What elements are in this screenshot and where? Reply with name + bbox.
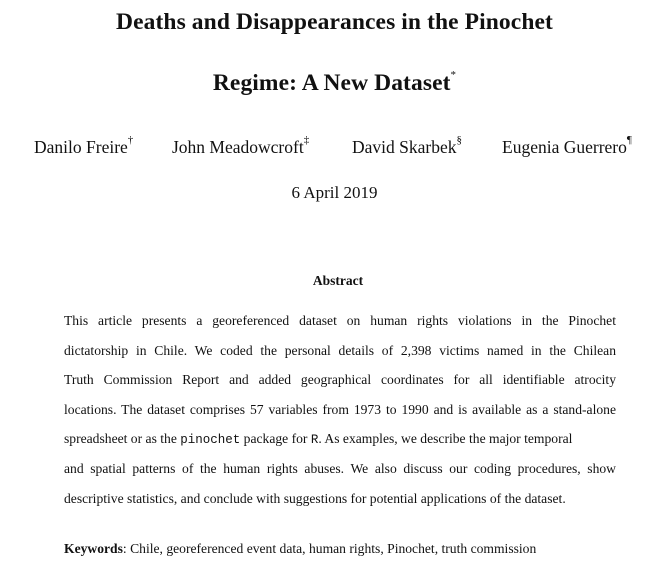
title-footnote-mark: * [450, 69, 457, 81]
author-footnote-mark: § [456, 134, 462, 146]
author-3 [352, 132, 462, 158]
author-2 [172, 132, 309, 158]
author-footnote-mark: ¶ [626, 134, 632, 146]
abstract-line-7: descriptive statistics, and conclude with suggestions for potential applications of the dataset. [64, 490, 566, 506]
language-name-code: R [310, 433, 319, 448]
paper-title-line-2 [0, 64, 669, 97]
abstract-heading: Abstract [312, 273, 364, 288]
author-1 [34, 132, 133, 158]
paper-title-line-1 [0, 8, 669, 36]
abstract-line-3: Truth Commission Report and added geographical coordinates for all identifiable atrocity [64, 372, 616, 388]
keywords-label: Keywords [64, 541, 123, 556]
package-name-code: pinochet [180, 433, 241, 448]
author-footnote-mark: ‡ [303, 134, 310, 146]
author-name: John Meadowcroft [172, 136, 304, 157]
abstract-line-4: locations. The dataset comprises 57 variables from 1973 to 1990 and is available as a stand-alone [64, 401, 616, 417]
abstract-line-5 [64, 428, 616, 458]
publication-date: 6 April 2019 [291, 183, 378, 202]
author-name: Danilo Freire [34, 136, 128, 157]
author-4 [502, 132, 632, 158]
abstract-line-6: and spatial patterns of the human rights abuses. We also discuss our coding procedures, show [64, 460, 616, 476]
paper-title-text-2: Regime: A New Dataset [212, 69, 451, 96]
abstract-line-1: This article presents a georeferenced dataset on human rights violations in the Pinochet [64, 313, 616, 328]
author-name: David Skarbek [352, 136, 457, 157]
author-footnote-mark: † [127, 134, 134, 146]
paper-title-text-1: Deaths and Disappearances in the Pinochet [116, 9, 553, 35]
author-name: Eugenia Guerrero [502, 136, 627, 157]
abstract-line-5-end: . As examples, we describe the major temporal [318, 431, 573, 447]
abstract-line-2: dictatorship in Chile. We coded the personal details of 2,398 victims named in the Chilean [64, 342, 616, 358]
keywords-text: : Chile, georeferenced event data, human rights, Pinochet, truth commission [122, 541, 537, 556]
abstract-line-5-start: spreadsheet or as the [64, 431, 181, 447]
abstract-line-5-middle: package for [240, 431, 311, 447]
keywords [64, 538, 624, 560]
abstract-body [64, 310, 616, 517]
